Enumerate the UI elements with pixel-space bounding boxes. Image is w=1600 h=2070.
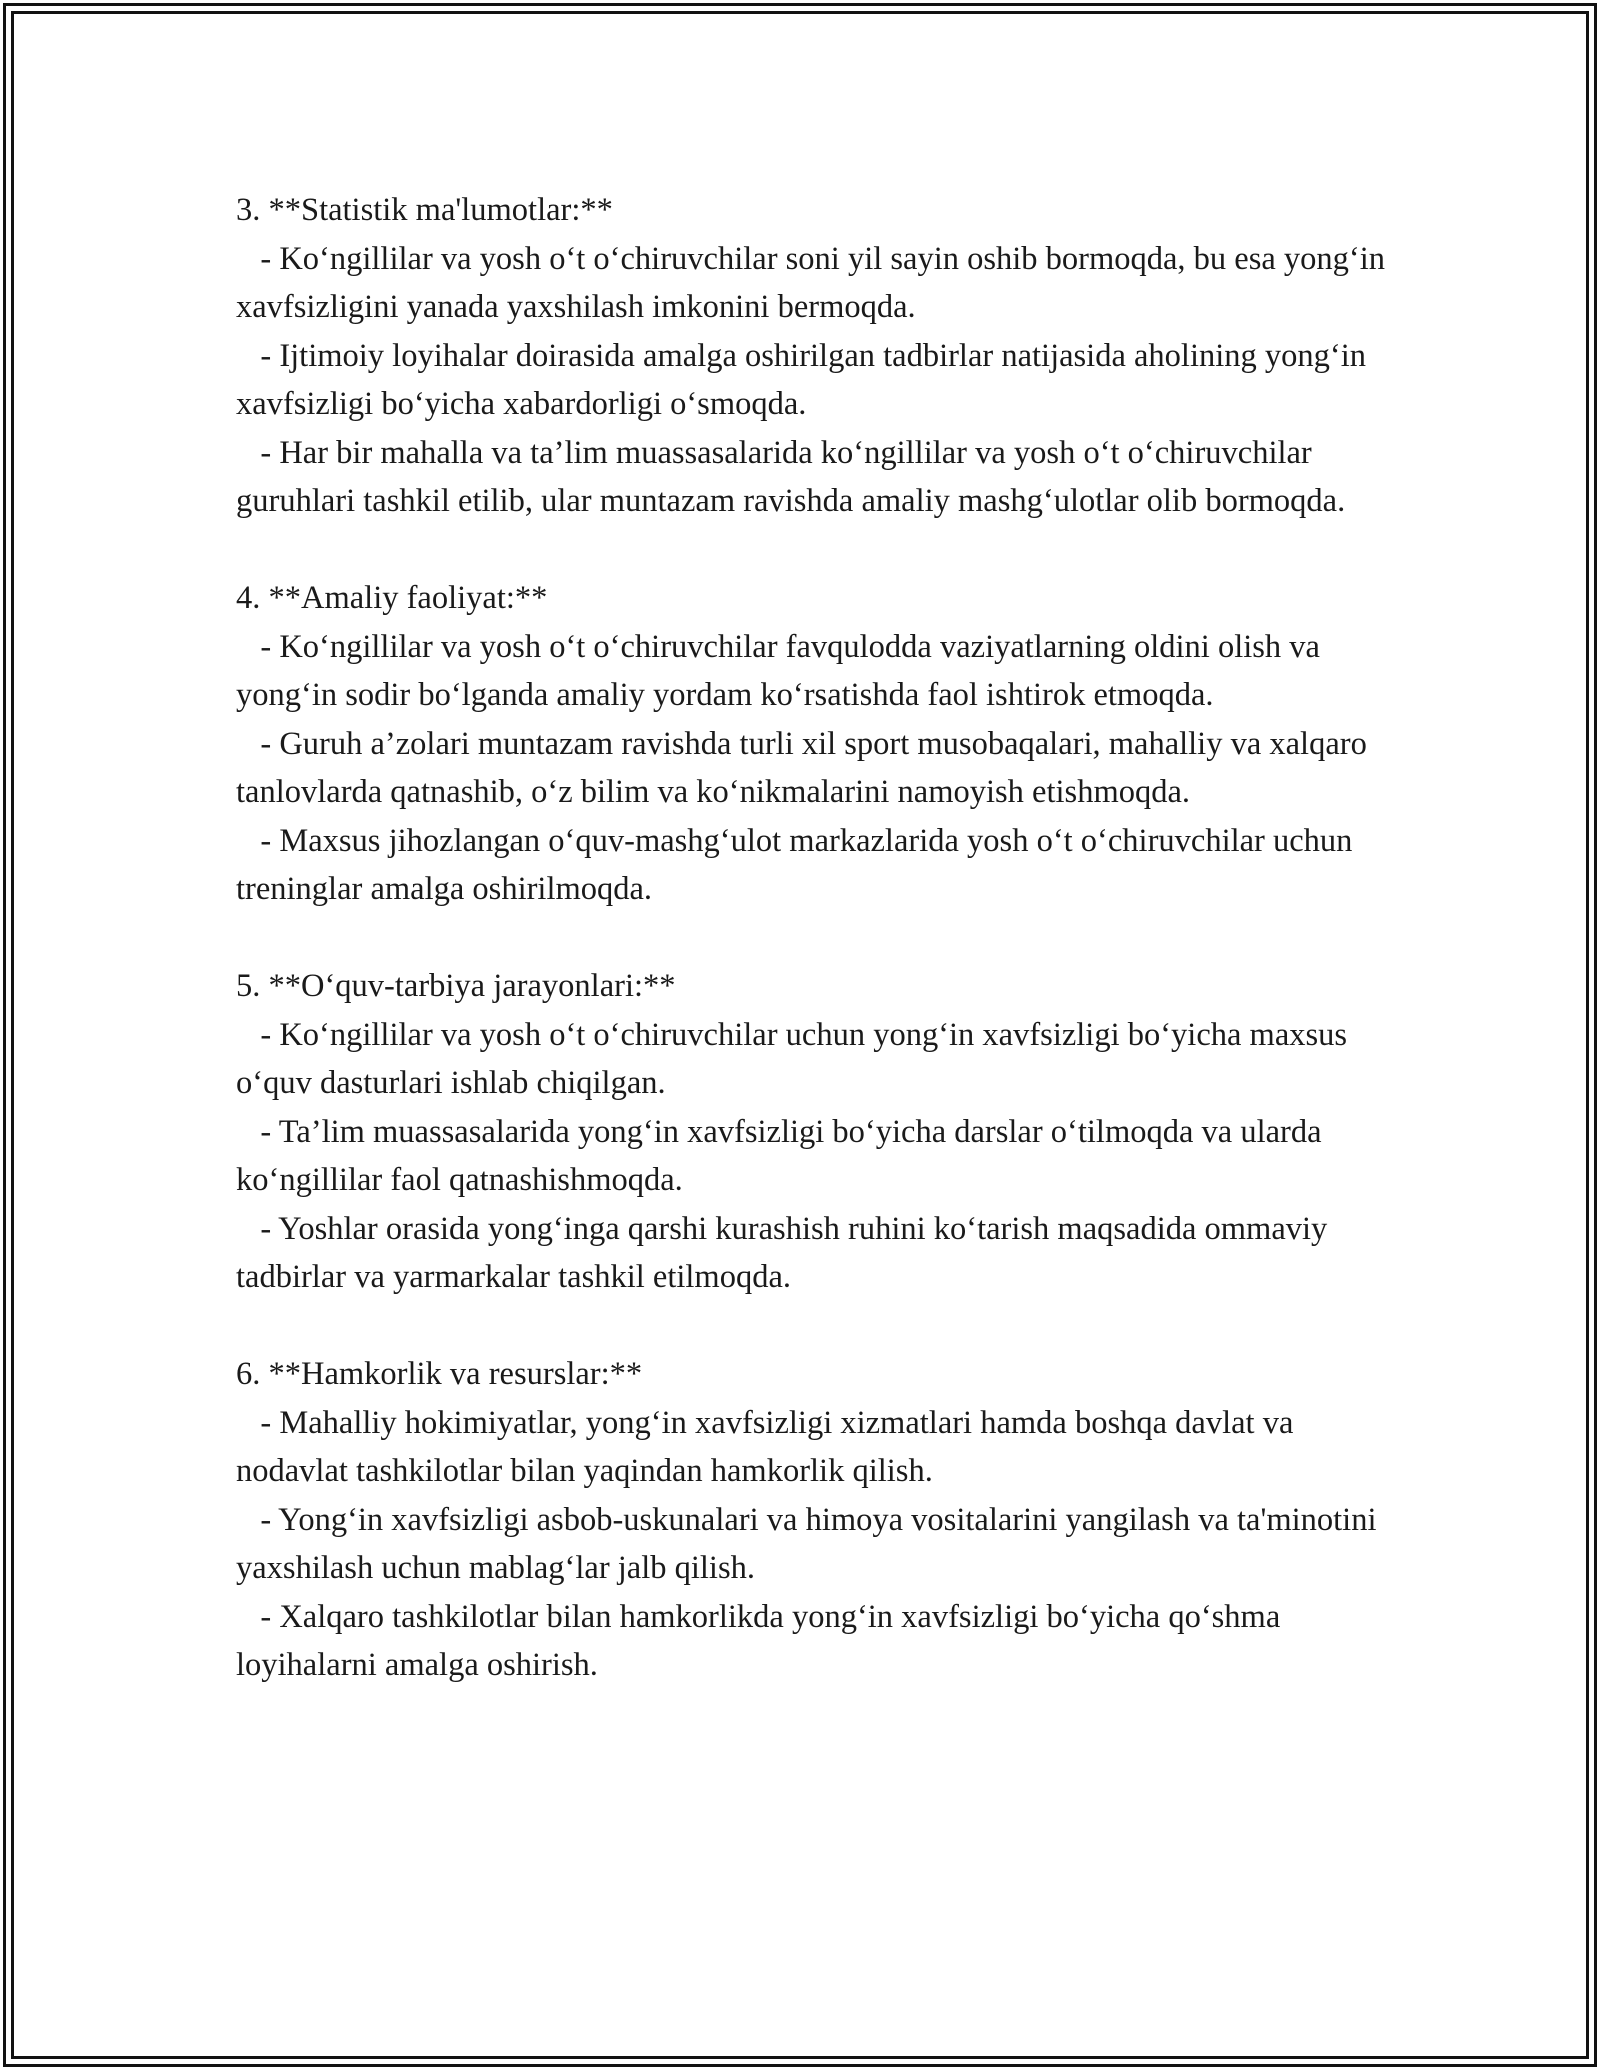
list-item: - Yong‘in xavfsizligi asbob-uskunalari va himoya vositalarini yangilash va ta'minotini yaxshilash uchun mablag‘lar jalb qilish.	[236, 1501, 1377, 1586]
list-item: - Yoshlar orasida yong‘inga qarshi kurashish ruhini ko‘tarish maqsadida ommaviy tadbirlar va yarmarkalar tashkil etilmoqda.	[236, 1210, 1328, 1295]
section-education	[236, 962, 1386, 1302]
section-heading: 3. **Statistik ma'lumotlar:**	[236, 192, 613, 228]
list-item: - Ko‘ngillilar va yosh o‘t o‘chiruvchilar soni yil sayin oshib bormoqda, bu esa yong‘in xavfsizligini yanada yaxshilash imkonini bermoqda.	[236, 240, 1386, 325]
list-item: - Mahalliy hokimiyatlar, yong‘in xavfsizligi xizmatlari hamda boshqa davlat va nodavlat tashkilotlar bilan yaqindan hamkorlik qilish.	[236, 1404, 1294, 1489]
section-heading: 6. **Hamkorlik va resurslar:**	[236, 1356, 643, 1392]
list-item: - Har bir mahalla va ta’lim muassasalarida ko‘ngillilar va yosh o‘t o‘chiruvchilar guruhlari tashkil etilib, ular muntazam ravishda amaliy mashg‘ulotlar olib bormoqda.	[236, 434, 1346, 519]
list-item: - Ta’lim muassasalarida yong‘in xavfsizligi bo‘yicha darslar o‘tilmoqda va ularda ko‘ngillilar faol qatnashishmoqda.	[236, 1113, 1322, 1198]
list-item: - Maxsus jihozlangan o‘quv-mashg‘ulot markazlarida yosh o‘t o‘chiruvchilar uchun treninglar amalga oshirilmoqda.	[236, 822, 1353, 907]
section-practical-activity	[236, 574, 1386, 914]
section-heading: 4. **Amaliy faoliyat:**	[236, 580, 548, 616]
list-item: - Ko‘ngillilar va yosh o‘t o‘chiruvchilar favqulodda vaziyatlarning oldini olish va yong‘in sodir bo‘lganda amaliy yordam ko‘rsatishda faol ishtirok etmoqda.	[236, 628, 1320, 713]
section-heading: 5. **O‘quv-tarbiya jarayonlari:**	[236, 968, 676, 1004]
section-statistics	[236, 186, 1386, 526]
list-item: - Ko‘ngillilar va yosh o‘t o‘chiruvchilar uchun yong‘in xavfsizligi bo‘yicha maxsus o‘quv dasturlari ishlab chiqilgan.	[236, 1016, 1348, 1101]
document-body	[236, 186, 1386, 1690]
section-cooperation	[236, 1350, 1386, 1690]
list-item: - Xalqaro tashkilotlar bilan hamkorlikda yong‘in xavfsizligi bo‘yicha qo‘shma loyihalarni amalga oshirish.	[236, 1598, 1281, 1683]
list-item: - Guruh a’zolari muntazam ravishda turli xil sport musobaqalari, mahalliy va xalqaro tanlovlarda qatnashib, o‘z bilim va ko‘nikmalarini namoyish etishmoqda.	[236, 725, 1367, 810]
list-item: - Ijtimoiy loyihalar doirasida amalga oshirilgan tadbirlar natijasida aholining yong‘in xavfsizligi bo‘yicha xabardorligi o‘smoqda.	[236, 337, 1366, 422]
